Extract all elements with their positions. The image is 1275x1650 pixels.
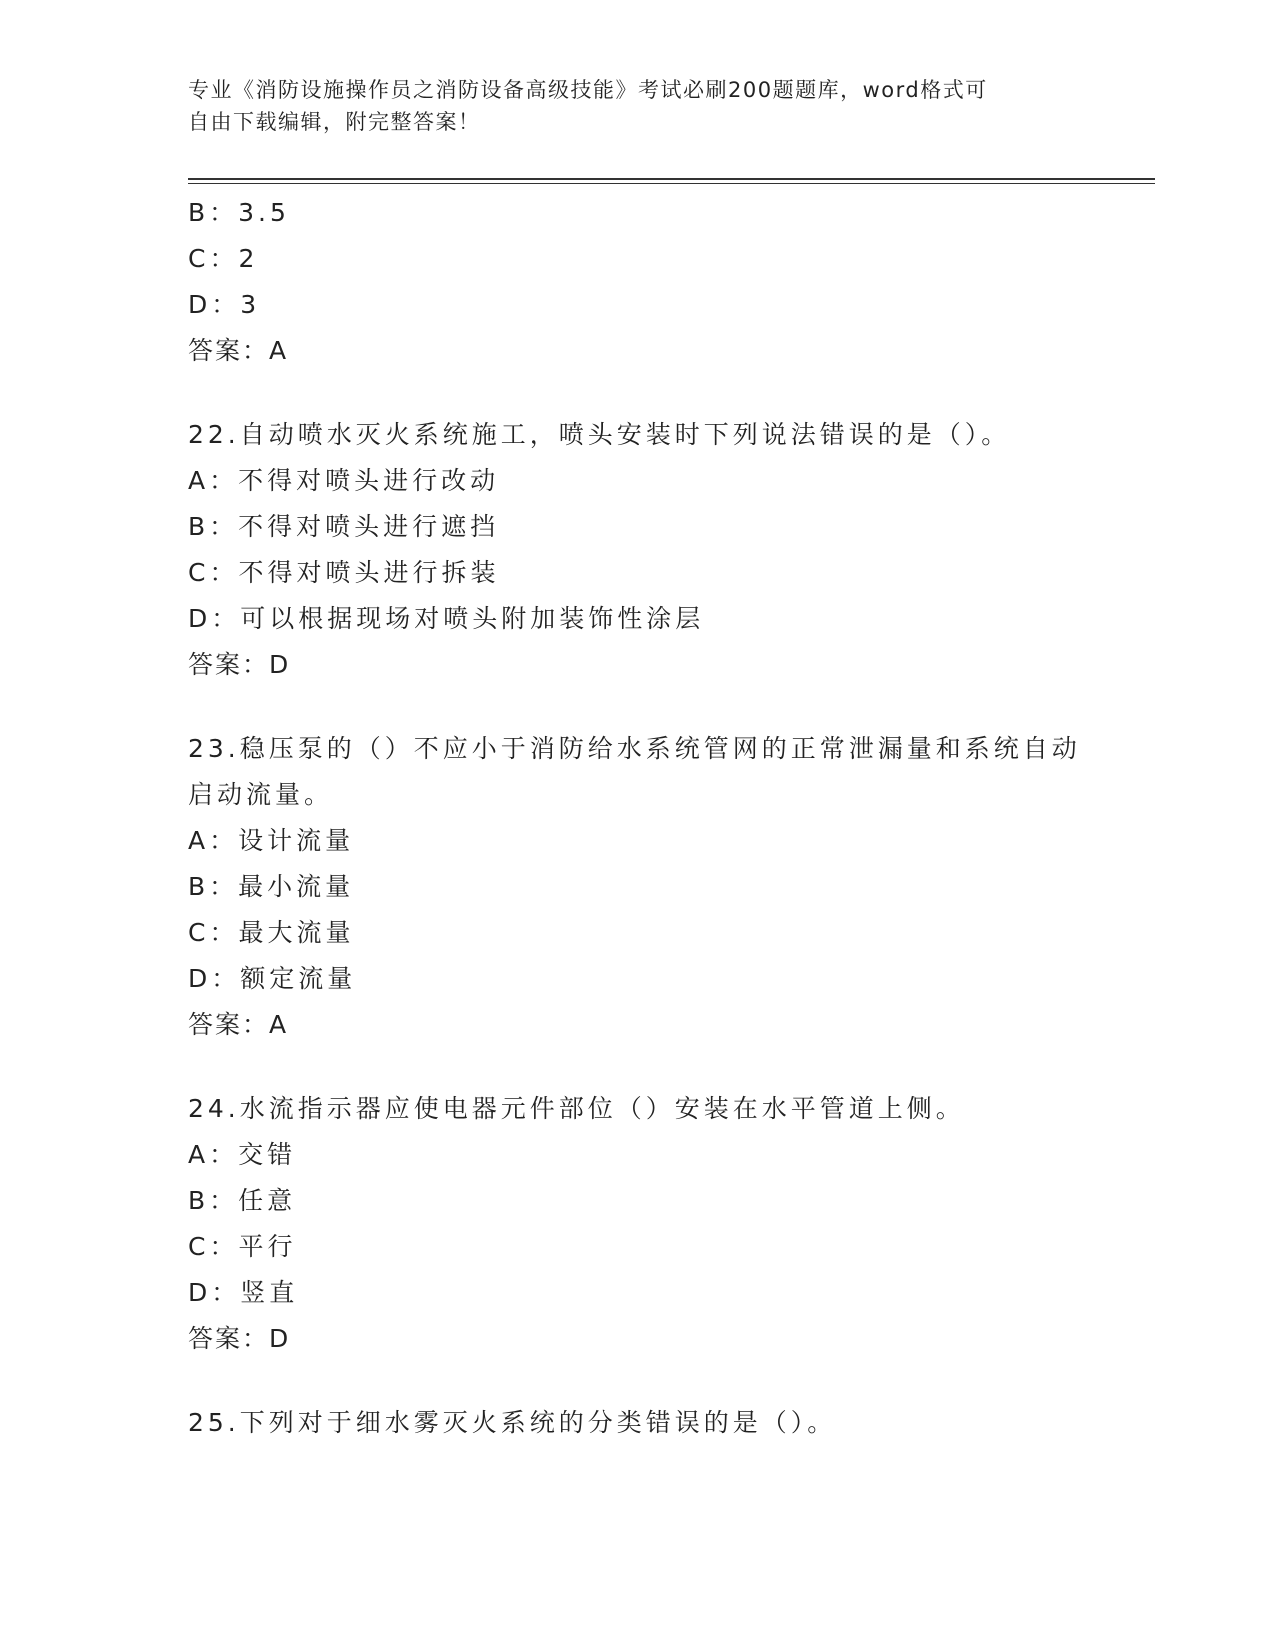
question-25 bbox=[188, 1400, 1088, 1446]
answer: 答案：A bbox=[188, 336, 289, 365]
document-header bbox=[188, 74, 1068, 138]
option-c: C：2 bbox=[188, 244, 259, 273]
header-rule-thin bbox=[188, 183, 1155, 184]
option-b: B：3.5 bbox=[188, 198, 290, 227]
question-stem: 25.下列对于细水雾灭火系统的分类错误的是（）。 bbox=[188, 1408, 837, 1437]
header-line-2: 自由下载编辑，附完整答案！ bbox=[188, 110, 481, 134]
option-a: A：设计流量 bbox=[188, 826, 355, 855]
option-c: C：最大流量 bbox=[188, 918, 355, 947]
question-stem: 24.水流指示器应使电器元件部位（）安装在水平管道上侧。 bbox=[188, 1094, 965, 1123]
question-stem: 23.稳压泵的（）不应小于消防给水系统管网的正常泄漏量和系统自动 bbox=[188, 734, 1081, 763]
option-b: B：不得对喷头进行遮挡 bbox=[188, 512, 500, 541]
question-22 bbox=[188, 412, 1088, 688]
header-line-1: 专业《消防设施操作员之消防设备高级技能》考试必刷200题题库，word格式可 bbox=[188, 78, 988, 102]
question-list bbox=[188, 190, 1088, 1446]
option-d: D：可以根据现场对喷头附加装饰性涂层 bbox=[188, 604, 705, 633]
answer: 答案：D bbox=[188, 650, 291, 679]
option-d: D：竖直 bbox=[188, 1278, 299, 1307]
option-a: A：交错 bbox=[188, 1140, 297, 1169]
option-d: D：3 bbox=[188, 290, 261, 319]
question-stem: 22.自动喷水灭火系统施工，喷头安装时下列说法错误的是（）。 bbox=[188, 420, 1011, 449]
question-stem-continued: 启动流量。 bbox=[188, 780, 334, 809]
option-a: A：不得对喷头进行改动 bbox=[188, 466, 500, 495]
option-b: B：任意 bbox=[188, 1186, 297, 1215]
option-c: C：平行 bbox=[188, 1232, 297, 1261]
question-24 bbox=[188, 1086, 1088, 1362]
answer: 答案：D bbox=[188, 1324, 291, 1353]
header-rule-thick bbox=[188, 178, 1155, 180]
answer: 答案：A bbox=[188, 1010, 289, 1039]
option-c: C：不得对喷头进行拆装 bbox=[188, 558, 500, 587]
option-b: B：最小流量 bbox=[188, 872, 355, 901]
question-23 bbox=[188, 726, 1088, 1048]
option-d: D：额定流量 bbox=[188, 964, 357, 993]
question-21-tail bbox=[188, 190, 1088, 374]
